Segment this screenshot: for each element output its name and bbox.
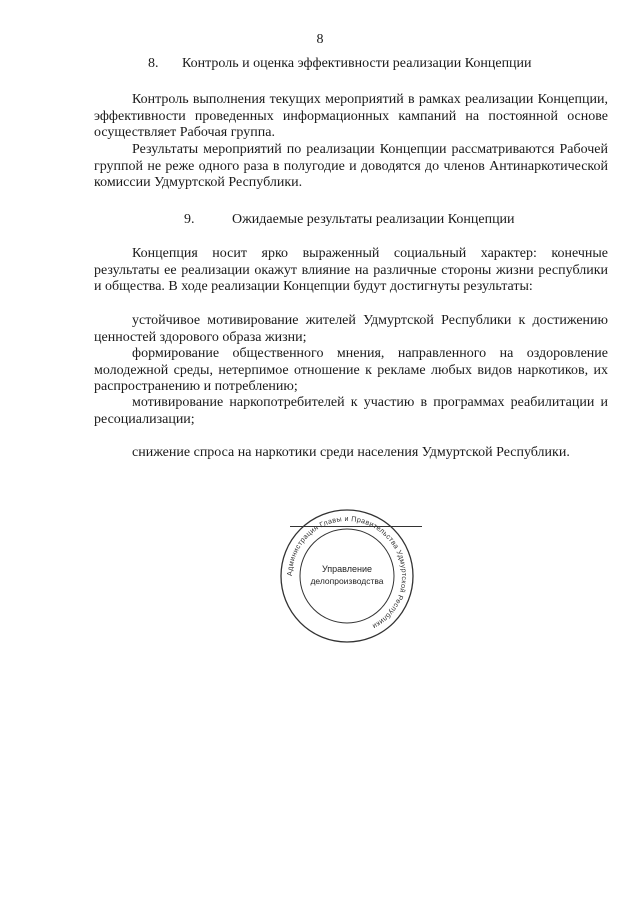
stamp-center-line-1: Управление — [321, 564, 373, 574]
official-stamp — [276, 505, 418, 647]
section-8-paragraph: Контроль выполнения текущих мероприятий в рамках реализации Концепции, эффективности проведенных информационных кампаний на постоянной основе осуществляет Рабочая группа. — [94, 92, 608, 140]
section-8-title: Контроль и оценка эффективности реализации Концепции — [182, 56, 532, 71]
result-item: формирование общественного мнения, направленного на оздоровление молодежной среды, нетерпимое отношение к рекламе любых видов наркотиков, их распространению и потреблению; — [94, 346, 608, 394]
result-item: устойчивое мотивирование жителей Удмуртской Республики к достижению ценностей здорового образа жизни; — [94, 313, 608, 345]
section-8-heading — [148, 56, 532, 72]
page-number: 8 — [316, 32, 324, 47]
section-9-title: Ожидаемые результаты реализации Концепции — [232, 212, 515, 227]
result-item: снижение спроса на наркотики среди населения Удмуртской Республики. — [132, 445, 570, 460]
section-9-intro: Концепция носит ярко выраженный социальный характер: конечные результаты ее реализации окажут влияние на различные стороны жизни республики и общества. В ходе реализации Концепции будут достигнуты результаты: — [94, 246, 608, 294]
section-8-number: 8. — [148, 56, 159, 71]
section-8-paragraph: Результаты мероприятий по реализации Концепции рассматриваются Рабочей группой не реже одного раза в полугодие и доводятся до членов Антинаркотической комиссии Удмуртской Республики. — [94, 142, 608, 190]
stamp-ring-text: Администрация Главы и Правительства Удмуртской Республики — [284, 513, 410, 632]
section-9-number: 9. — [184, 212, 195, 227]
result-item: мотивирование наркопотребителей к участию в программах реабилитации и ресоциализации; — [94, 395, 608, 427]
stamp-center-line-2: делопроизводства — [310, 576, 384, 586]
section-9-heading — [184, 212, 515, 228]
